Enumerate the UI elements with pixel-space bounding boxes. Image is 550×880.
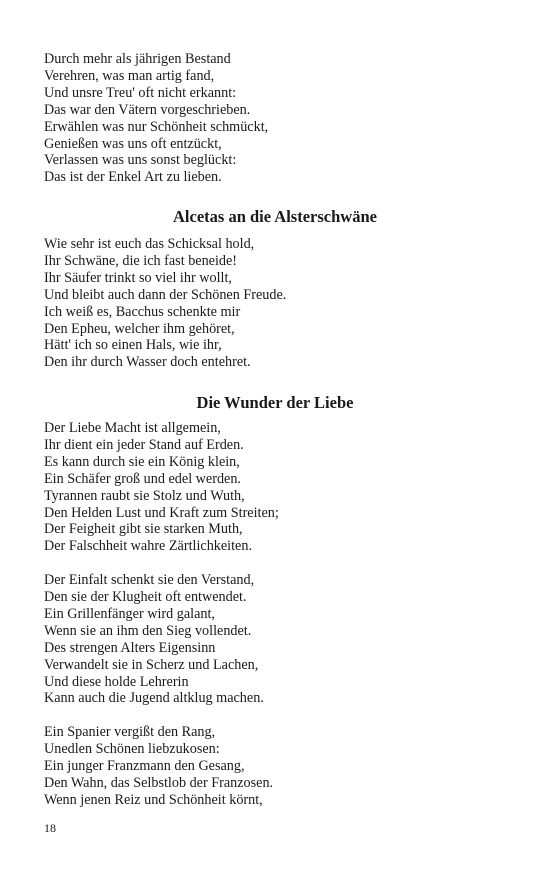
verse-line: Und unsre Treu' oft nicht erkannt:: [44, 84, 237, 101]
verse-line: Ihr dient ein jeder Stand auf Erden.: [44, 436, 244, 453]
verse-line: Durch mehr als jährigen Bestand: [44, 51, 231, 67]
verse-line: Wie sehr ist euch das Schicksal hold,: [44, 236, 255, 252]
verse-line: Ich weiß es, Bacchus schenkte mir: [44, 303, 241, 320]
verse-line: Wenn sie an ihm den Sieg vollendet.: [44, 622, 252, 639]
stanza-spacer: [44, 707, 514, 724]
verse-line: Der Falschheit wahre Zärtlichkeiten.: [44, 538, 252, 555]
verse-line: Ein junger Franzmann den Gesang,: [44, 758, 245, 775]
verse-line: Ein Grillenfänger wird galant,: [44, 605, 215, 622]
poem-stanza: [44, 420, 514, 555]
verse-line: Wenn jenen Reiz und Schönheit körnt,: [44, 791, 263, 808]
verse-line: Ein Spanier vergißt den Rang,: [44, 724, 216, 741]
verse-line: Hätt' ich so einen Hals, wie ihr,: [44, 337, 222, 354]
verse-line: Kann auch die Jugend altklug machen.: [44, 690, 264, 707]
verse-line: Den ihr durch Wasser doch entehret.: [44, 354, 251, 371]
verse-line: Genießen was uns oft entzückt,: [44, 135, 222, 152]
verse-line: Und bleibt auch dann der Schönen Freude.: [44, 286, 287, 303]
verse-line: Den sie der Klugheit oft entwendet.: [44, 589, 247, 606]
poem-continuation-stanza: [44, 51, 514, 186]
verse-line: Den Wahn, das Selbstlob der Franzosen.: [44, 775, 274, 791]
poem-stanza: [44, 572, 514, 707]
verse-line: Unedlen Schönen liebzukosen:: [44, 741, 220, 758]
verse-line: Verwandelt sie in Scherz und Lachen,: [44, 656, 259, 673]
poem-title: Die Wunder der Liebe: [196, 393, 354, 412]
verse-line: Der Feigheit gibt sie starken Muth,: [44, 521, 243, 538]
verse-line: Der Liebe Macht ist allgemein,: [44, 420, 221, 436]
poem-title: Alcetas an die Alsterschwäne: [173, 207, 377, 226]
verse-line: Ihr Schwäne, die ich fast beneide!: [44, 252, 238, 269]
verse-line: Des strengen Alters Eigensinn: [44, 639, 216, 656]
verse-line: Das war den Vätern vorgeschrieben.: [44, 101, 251, 118]
verse-line: Und diese holde Lehrerin: [44, 673, 189, 690]
verse-line: Den Helden Lust und Kraft zum Streiten;: [44, 504, 279, 521]
verse-line: Ihr Säufer trinkt so viel ihr wollt,: [44, 269, 232, 286]
verse-line: Ein Schäfer groß und edel werden.: [44, 470, 241, 487]
page-number: 18: [44, 821, 56, 835]
verse-line: Tyrannen raubt sie Stolz und Wuth,: [44, 487, 245, 504]
verse-line: Verlassen was uns sonst beglückt:: [44, 152, 237, 169]
stanza-spacer: [44, 555, 514, 572]
verse-line: Es kann durch sie ein König klein,: [44, 453, 240, 470]
poem-stanza: [44, 236, 514, 371]
verse-line: Der Einfalt schenkt sie den Verstand,: [44, 572, 255, 589]
verse-line: Das ist der Enkel Art zu lieben.: [44, 169, 222, 186]
poem-stanza: [44, 724, 514, 809]
poem-body: [44, 420, 514, 809]
verse-line: Erwählen was nur Schönheit schmückt,: [44, 118, 269, 135]
verse-line: Verehren, was man artig fand,: [44, 67, 215, 84]
verse-line: Den Epheu, welcher ihm gehöret,: [44, 320, 235, 337]
